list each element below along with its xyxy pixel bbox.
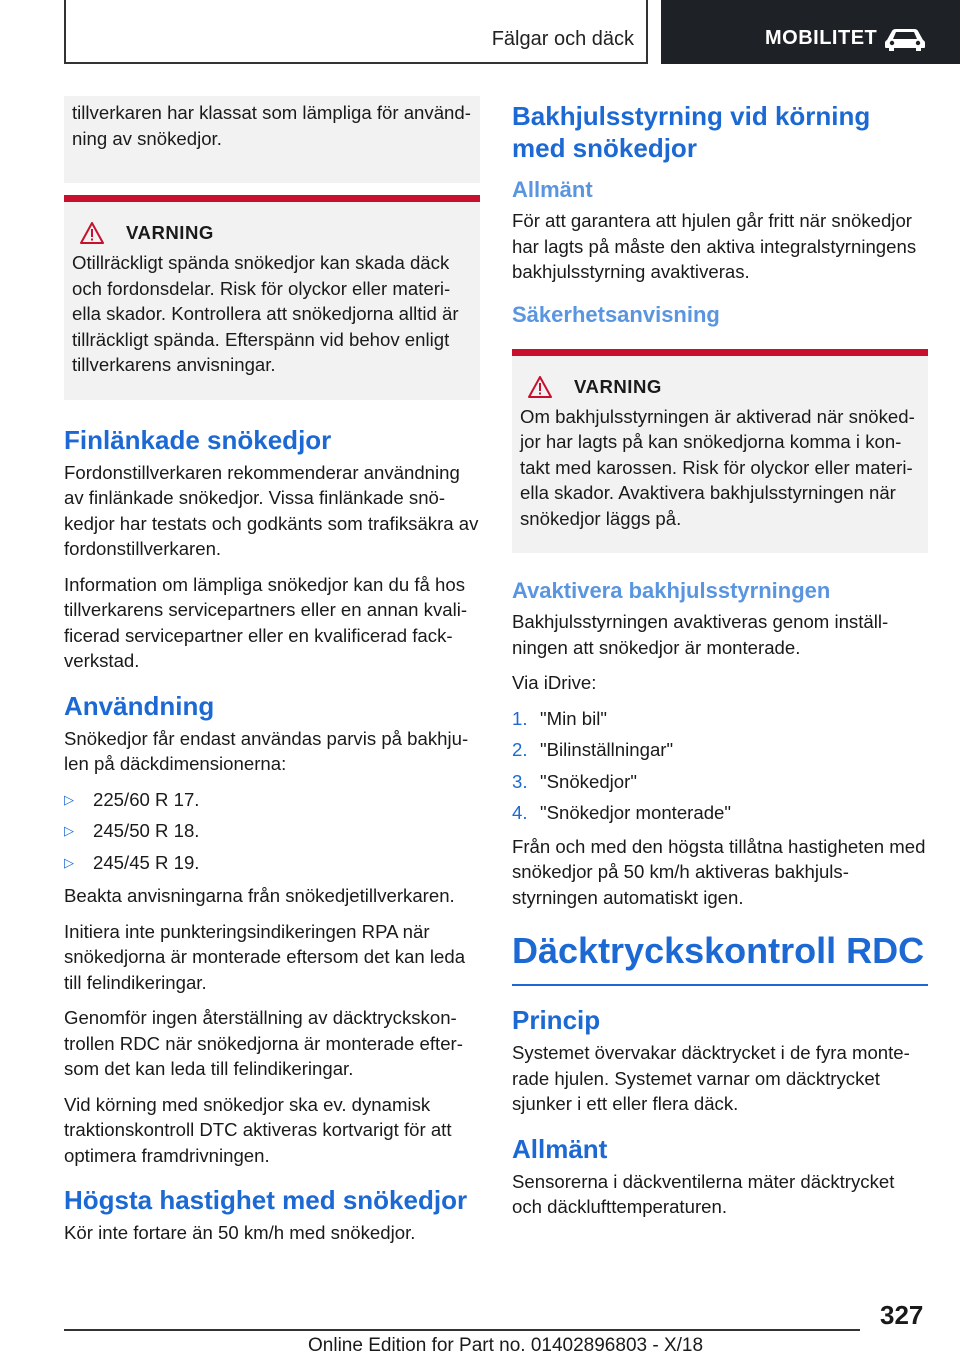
- paragraph: Via iDrive:: [512, 672, 597, 693]
- warning-text: Om bakhjulsstyrningen är aktiverad när snöked-jor har lagts på kan snökedjorna komma i kon-takt med karossen. Risk för olyckor eller materi-ella skador. Avaktivera bakhjulsstyrningen när snökedjor läggs på.: [520, 405, 915, 529]
- header-chapter-box: [64, 0, 648, 64]
- paragraph: Initiera inte punkteringsindikeringen RPA när snökedjorna är monterade eftersom det kan leda till felindikeringar.: [64, 920, 466, 993]
- section-label: MOBILITET: [765, 27, 878, 49]
- edition-text: Online Edition for Part no. 01402896803 - X/18: [308, 1335, 704, 1356]
- subheading-avaktivera: Avaktivera bakhjulsstyrningen: [512, 578, 831, 603]
- list-item: ▷ 225/60 R 17.: [64, 787, 480, 813]
- paragraph: Information om lämpliga snökedjor kan du få hos tillverkarens servicepartners eller en annan kvali-ficerad servicepartner eller en kvalificerad fack-verkstad.: [64, 573, 468, 671]
- left-column: [64, 100, 480, 1256]
- list-item: ▷ 245/50 R 18.: [64, 818, 480, 844]
- step-item: 4. "Snökedjor monterade": [512, 802, 731, 823]
- paragraph: Bakhjulsstyrningen avaktiveras genom inställ-ningen att snökedjor är monterade.: [512, 611, 889, 658]
- paragraph: För att garantera att hjulen går fritt när snökedjor har lagts på måste den aktiva integralstyrningens bakhjulsstyrning avaktiveras.: [512, 210, 917, 282]
- step-item: 1. "Min bil": [512, 707, 607, 729]
- subheading-allmant: Allmänt: [512, 177, 593, 202]
- paragraph: Fordonstillverkaren rekommenderar användning av finlänkade snökedjor. Vissa finlänkade snö-kedjor har testats och godkänts som trafiksäkra av fordonstillverkaren.: [64, 461, 479, 559]
- triangle-bullet-icon: ▷: [64, 823, 74, 838]
- warning-box-steering: [512, 349, 928, 554]
- paragraph: Sensorerna i däckventilerna mäter däcktrycket och däcklufttemperaturen.: [512, 1170, 895, 1217]
- idrive-steps: [512, 706, 928, 826]
- paragraph: Beakta anvisningarna från snökedjetillverkaren.: [64, 885, 455, 906]
- paragraph: Systemet övervakar däcktrycket i de fyra monte-rade hjulen. Systemet varnar om däcktrycket sjunker i ett eller flera däck.: [512, 1042, 910, 1114]
- warning-triangle-icon: [528, 376, 552, 398]
- step-item: 3. "Snökedjor": [512, 770, 637, 792]
- list-item: ▷ 245/45 R 19.: [64, 850, 480, 876]
- triangle-bullet-icon: ▷: [64, 791, 74, 807]
- warning-box-tension: [64, 195, 480, 400]
- heading-finlankade: Finlänkade snökedjor: [64, 424, 332, 455]
- warning-text: Otillräckligt spända snökedjor kan skada däck och fordonsdelar. Risk för olyckor eller materi-ella skador. Kontrollera att snökedjorna alltid är tillräckligt spända. Efterspänn vid behov enligt tillverkarens anvisningar.: [72, 252, 459, 375]
- heading-bakhjulsstyrning: Bakhjulsstyrning vid körning med snökedjor: [512, 101, 871, 163]
- heading-anvandning: Användning: [64, 690, 215, 721]
- footer-divider: [64, 1329, 860, 1331]
- triangle-bullet-icon: ▷: [64, 854, 74, 870]
- warning-triangle-icon: [80, 222, 104, 244]
- paragraph: Vid körning med snökedjor ska ev. dynamisk traktionskontroll DTC aktiveras kortvarigt för att optimera framdrivningen.: [64, 1093, 452, 1166]
- heading-hogsta-hastighet: Högsta hastighet med snökedjor: [64, 1185, 468, 1215]
- chapter-title: Fälgar och däck: [491, 28, 634, 50]
- page-number: 327: [880, 1300, 924, 1330]
- header-section-box: [661, 0, 960, 64]
- continued-info-box: [64, 96, 480, 183]
- paragraph: Kör inte fortare än 50 km/h med snökedjor.: [64, 1222, 416, 1243]
- subheading-sakerhetsanvisning: Säkerhetsanvisning: [512, 301, 720, 327]
- step-item: 2. "Bilinställningar": [512, 739, 674, 760]
- chapter-heading-rdc: Däcktryckskontroll RDC: [512, 930, 928, 986]
- heading-princip: Princip: [512, 1005, 601, 1035]
- heading-allmant: Allmänt: [512, 1133, 608, 1164]
- paragraph: Snökedjor får endast användas parvis på bakhju-len på däckdimensionerna:: [64, 727, 469, 774]
- warning-title: VARNING: [126, 222, 214, 243]
- dimension-list: [64, 787, 480, 876]
- continued-text: tillverkaren har klassat som lämpliga för använd-ning av snökedjor.: [72, 102, 471, 149]
- car-icon: [883, 26, 927, 52]
- warning-title: VARNING: [574, 375, 662, 397]
- paragraph: Genomför ingen återställning av däcktryckskon-trollen RDC när snökedjorna är monterade efter-som det kan leda till felindikeringar.: [64, 1007, 463, 1079]
- right-column: [512, 100, 928, 1230]
- paragraph: Från och med den högsta tillåtna hastigheten med snökedjor på 50 km/h aktiveras bakhjuls-styrningen automatiskt igen.: [512, 835, 926, 908]
